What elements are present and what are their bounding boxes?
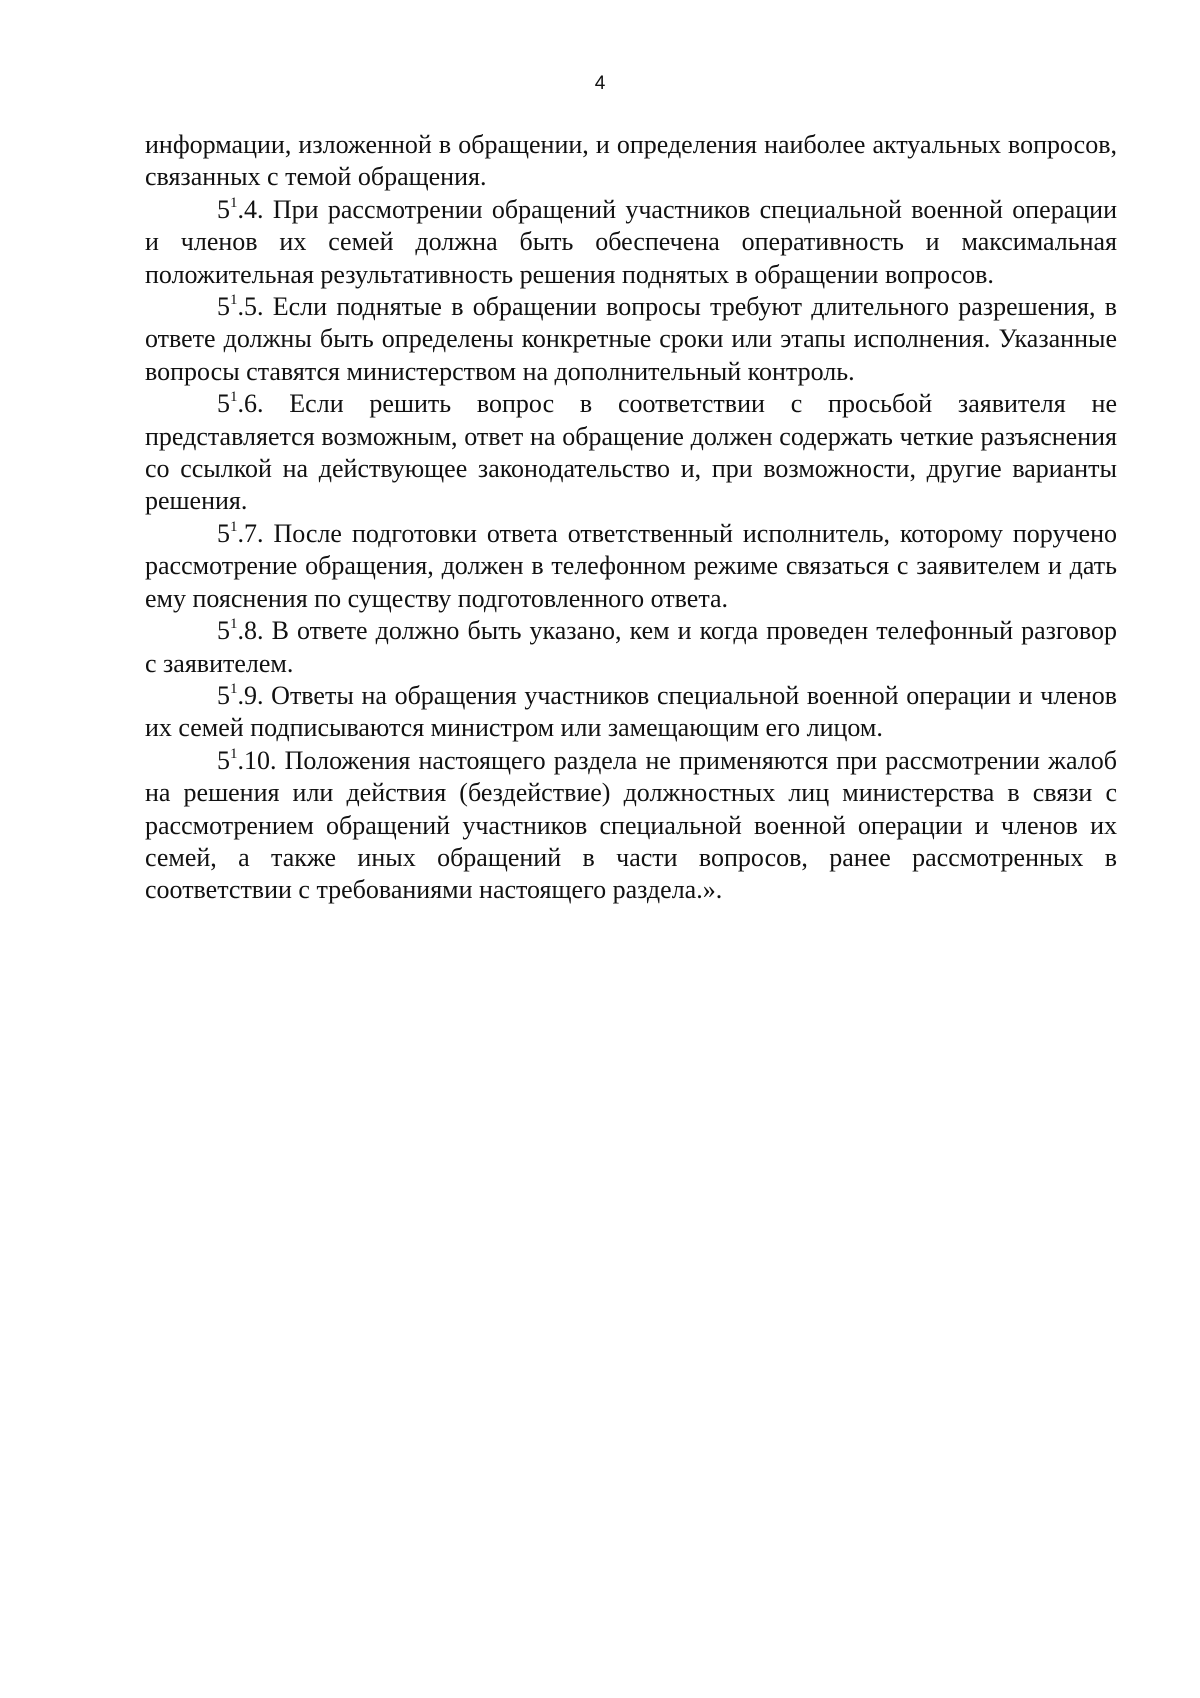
document-body [145,129,1117,907]
paragraph-text: В ответе должно быть указано, кем и когда проведен телефонный разговор с заявителем. [145,616,1117,678]
clause-number: $5^1.7$. [217,518,264,548]
paragraph-text: При рассмотрении обращений участников специальной военной операции и членов их семей должна быть обеспечена оперативность и максимальная положительная результативность решения поднятых в обращении вопросов. [145,194,1117,289]
clause-number: $5^1.9$. [217,680,264,710]
clause-number: $5^1.8$. [217,616,264,646]
paragraph-5-1-8 [145,615,1117,680]
paragraph-5-1-9 [145,680,1117,745]
page-number: 4 [594,73,606,94]
paragraph-5-1-6 [145,388,1117,518]
paragraph-text: информации, изложенной в обращении, и определения наиболее актуальных вопросов, связанных с темой обращения. [145,130,1117,192]
paragraph-text: Ответы на обращения участников специальной военной операции и членов их семей подписываются министром или замещающим его лицом. [145,680,1117,743]
clause-number: $5^1.4$. [217,194,264,224]
paragraph-5-1-7 [145,518,1117,615]
clause-number: $5^1.10$. [217,745,277,775]
paragraph-text: Если решить вопрос в соответствии с просьбой заявителя не представляется возможным, ответ на обращение должен содержать четкие разъяснения со ссылкой на действующее законодательство и, при возможности, другие варианты решения. [145,389,1117,516]
paragraph-text: После подготовки ответа ответственный исполнитель, которому поручено рассмотрение обращения, должен в телефонном режиме связаться с заявителем и дать ему пояснения по существу подготовленного ответа. [145,518,1117,613]
clause-number: $5^1.5$. [217,292,264,322]
paragraph-text: Если поднятые в обращении вопросы требуют длительного разрешения, в ответе должны быть определены конкретные сроки или этапы исполнения. Указанные вопросы ставятся министерством на дополнительный контроль. [145,292,1117,386]
paragraph-5-1-5 [145,291,1117,388]
paragraph-5-1-10 [145,745,1117,907]
clause-number: $5^1.6$. [217,389,264,419]
paragraph-5-1-4 [145,194,1117,291]
paragraph-text: Положения настоящего раздела не применяются при рассмотрении жалоб на решения или действия (бездействие) должностных лиц министерства в связи с рассмотрением обращений участников специальной военной операции и членов их семей, а также иных обращений в части вопросов, ранее рассмотренных в соответствии с требованиями настоящего раздела.». [145,745,1117,905]
paragraph-continuation [145,129,1117,194]
